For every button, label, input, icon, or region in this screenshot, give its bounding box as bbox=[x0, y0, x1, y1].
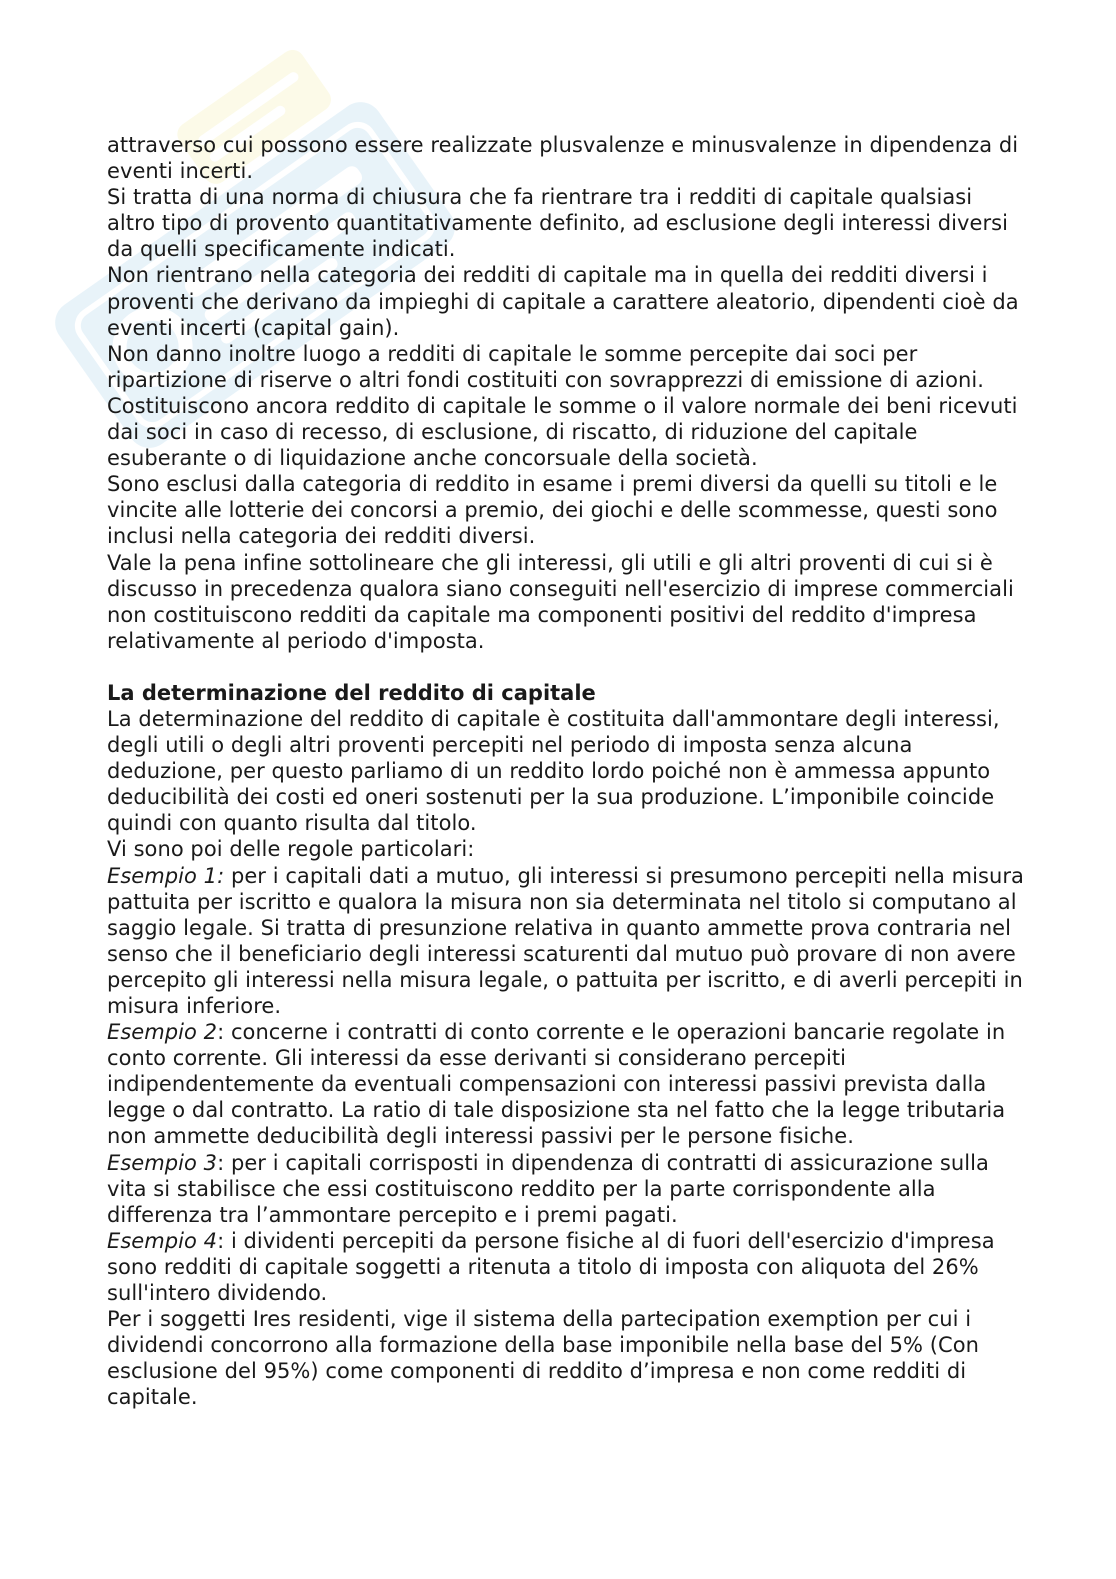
closing-paragraph: Per i soggetti Ires residenti, vige il sistema della partecipation exemption per cui i dividendi concorrono alla formazione della base imponibile nella base del 5% (Con esclusione del 95%) come componenti di reddito d’impresa e non come redditi di capitale. bbox=[107, 1307, 979, 1410]
paragraph: Costituiscono ancora reddito di capitale le somme o il valore normale dei beni ricevuti dai soci in caso di recesso, di esclusione, di riscatto, di riduzione del capitale esuberante o di liquidazione anche concorsuale della società. bbox=[107, 393, 1018, 471]
paragraph: Vale la pena infine sottolineare che gli interessi, gli utili e gli altri proventi di cui si è discusso in precedenza qualora siano conseguiti nell'esercizio di imprese commerciali non costituiscono redditi da capitale ma componenti positivi del reddito d'impresa relativamente al periodo d'imposta. bbox=[107, 550, 1014, 653]
example-label: Esempio 1: bbox=[107, 863, 225, 888]
example-text: : per i capitali corrisposti in dipendenza di contratti di assicurazione sulla vita si stabilisce che essi costituiscono reddito per la parte corrispondente alla differenza tra l’ammontare percepito e i premi pagati. bbox=[107, 1150, 989, 1227]
example-1 bbox=[107, 863, 1027, 1020]
example-label: Esempio 2 bbox=[107, 1020, 218, 1045]
paragraph: Non rientrano nella categoria dei redditi di capitale ma in quella dei redditi diversi i proventi che derivano da impieghi di capitale a carattere aleatorio, dipendenti cioè da eventi incerti (capital gain). bbox=[107, 263, 1019, 340]
paragraph: Sono esclusi dalla categoria di reddito in esame i premi diversi da quelli su titoli e le vincite alle lotterie dei concorsi a premio, dei giochi e delle scommesse, questi sono inclusi nella categoria dei redditi diversi. bbox=[107, 472, 998, 549]
section-heading: La determinazione del reddito di capitale bbox=[107, 680, 596, 705]
paragraph: La determinazione del reddito di capitale è costituita dall'ammontare degli interessi, degli utili o degli altri proventi percepiti nel periodo di imposta senza alcuna deduzione, per questo parliamo di un reddito lordo poiché non è ammessa appunto deducibilità dei costi ed oneri sostenuti per la sua produzione. L’imponibile coincide quindi con quanto risulta dal titolo. bbox=[107, 706, 1000, 836]
blank-line bbox=[107, 654, 1027, 680]
example-4 bbox=[107, 1228, 1027, 1306]
example-text: : i dividenti percepiti da persone fisiche al di fuori dell'esercizio d'impresa sono redditi di capitale soggetti a ritenuta a titolo di imposta con aliquota del 26% sull'intero dividendo. bbox=[107, 1228, 995, 1306]
paragraph: Si tratta di una norma di chiusura che fa rientrare tra i redditi di capitale qualsiasi altro tipo di provento quantitativamente definito, ad esclusione degli interessi diversi da quelli specificamente indicati. bbox=[107, 185, 1009, 262]
example-label: Esempio 4 bbox=[107, 1228, 218, 1253]
example-text: : concerne i contratti di conto corrente e le operazioni bancarie regolate in conto corrente. Gli interessi da esse derivanti si considerano percepiti indipendentemente da eventuali compensazioni con interessi passivi prevista dalla legge o dal contratto. La ratio di tale disposizione sta nel fatto che la legge tributaria non ammette deducibilità degli interessi passivi per le persone fisiche. bbox=[107, 1020, 1006, 1149]
example-label: Esempio 3 bbox=[107, 1150, 218, 1175]
example-text: per i capitali dati a mutuo, gli interessi si presumono percepiti nella misura pattuita per iscritto e qualora la misura non sia determinata nel titolo si computano al saggio legale. Si tratta di presunzione relativa in quanto ammette prova contraria nel senso che il beneficiario degli interessi scaturenti dal mutuo può provare di non avere percepito gli interessi nella misura legale, o pattuita per iscritto, e di averli percepiti in misura inferiore. bbox=[107, 863, 1024, 1018]
document-page bbox=[107, 132, 1027, 1411]
paragraph: Vi sono poi delle regole particolari: bbox=[107, 837, 475, 862]
paragraph: Non danno inoltre luogo a redditi di capitale le somme percepite dai soci per ripartizione di riserve o altri fondi costituiti con sovrapprezzi di emissione di azioni. bbox=[107, 341, 984, 392]
paragraph: attraverso cui possono essere realizzate plusvalenze e minusvalenze in dipendenza di eventi incerti. bbox=[107, 133, 1019, 184]
example-2 bbox=[107, 1019, 1027, 1149]
example-3 bbox=[107, 1150, 1027, 1228]
